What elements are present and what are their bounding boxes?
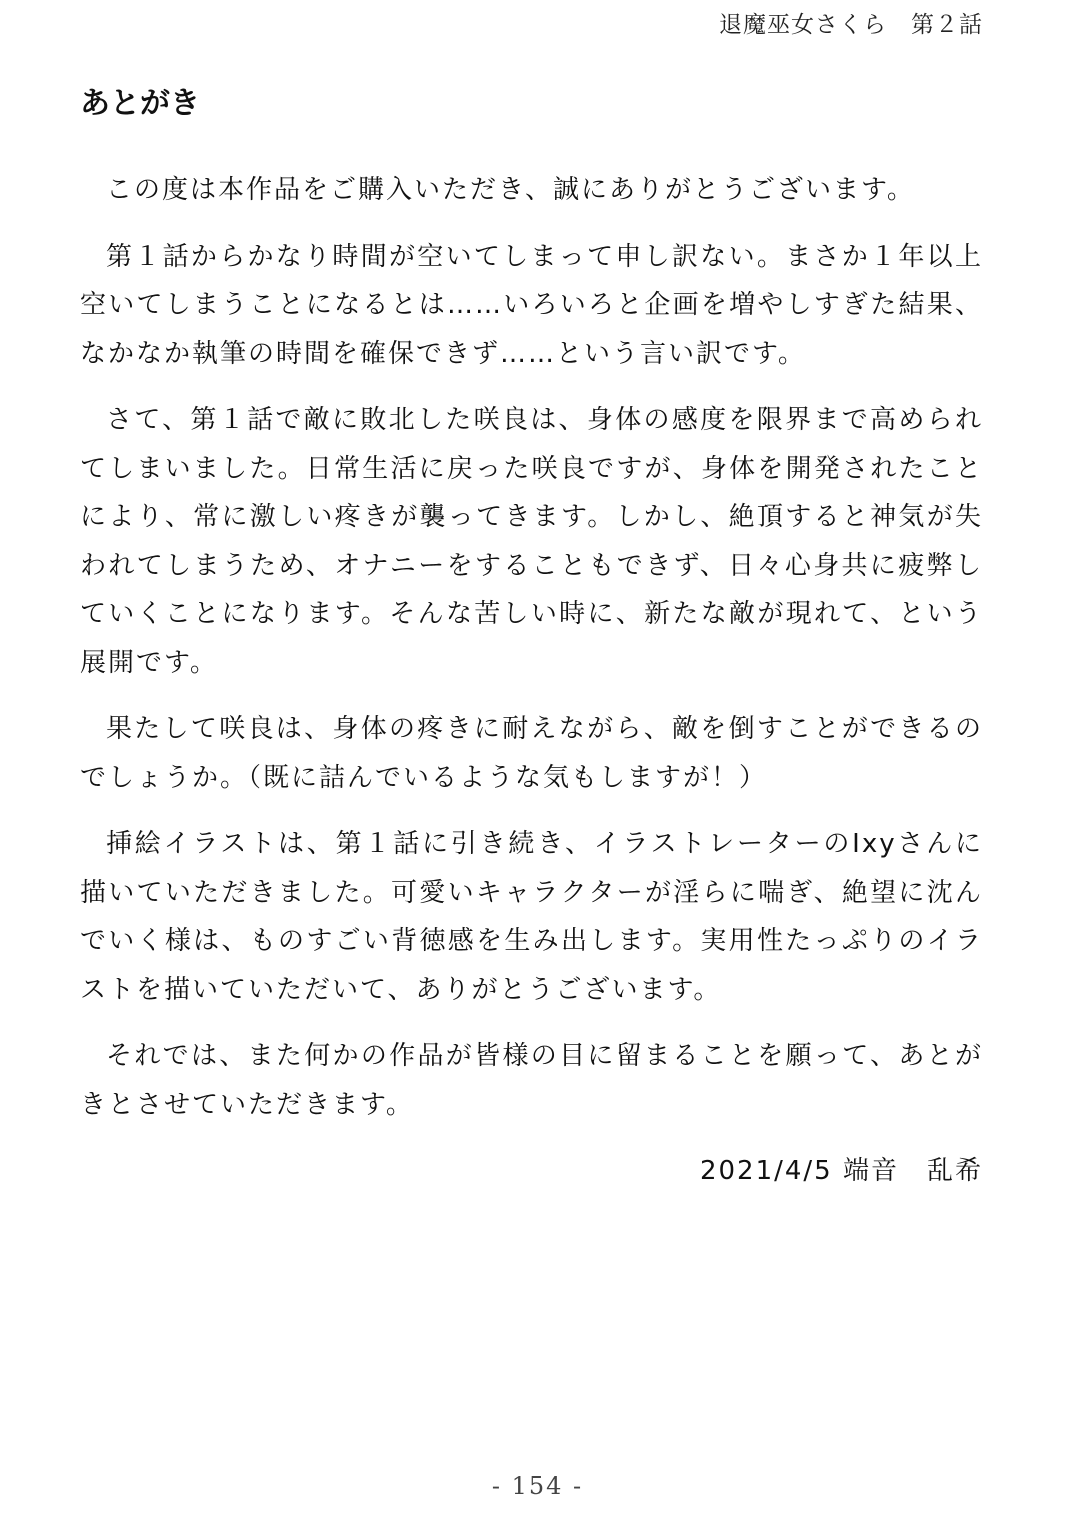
afterword-section (80, 82, 983, 1195)
signature: 2021/4/5 端音 乱希 (699, 1156, 983, 1186)
paragraph-question: 果たして咲良は、身体の疼きに耐えながら、敵を倒すことができるのでしょうか。（既に詰んでいるような気もしますが！） (80, 714, 983, 793)
page-number: - 154 - (491, 1472, 584, 1500)
paragraph-thanks: この度は本作品をご購入いただき、誠にありがとうございます。 (106, 175, 915, 205)
afterword-heading: あとがき (80, 86, 200, 121)
paragraph-story-summary: さて、第１話で敵に敗北した咲良は、身体の感度を限界まで高められてしまいました。日常生活に戻った咲良ですが、身体を開発されたことにより、常に激しい疼きが襲ってきます。しかし、絶頂すると神気が失われてしまうため、オナニーをすることもできず、日々心身共に疲弊していくことになります。そんな苦しい時に、新たな敵が現れて、という展開です。 (80, 405, 983, 678)
running-header: 退魔巫女さくら 第２話 (719, 12, 983, 38)
paragraph-closing: それでは、また何かの作品が皆様の目に留まることを願って、あとがきとさせていただきます。 (80, 1041, 983, 1120)
paragraph-delay-apology: 第１話からかなり時間が空いてしまって申し訳ない。まさか１年以上空いてしまうことになるとは……いろいろと企画を増やしすぎた結果、なかなか執筆の時間を確保できず……という言い訳です。 (80, 241, 983, 369)
paragraph-illustrator: 挿絵イラストは、第１話に引き続き、イラストレーターのIxyさんに描いていただきました。可愛いキャラクターが淫らに喘ぎ、絶望に沈んでいく様は、ものすごい背徳感を生み出します。実用性たっぷりのイラストを描いていただいて、ありがとうございます。 (80, 829, 983, 1005)
